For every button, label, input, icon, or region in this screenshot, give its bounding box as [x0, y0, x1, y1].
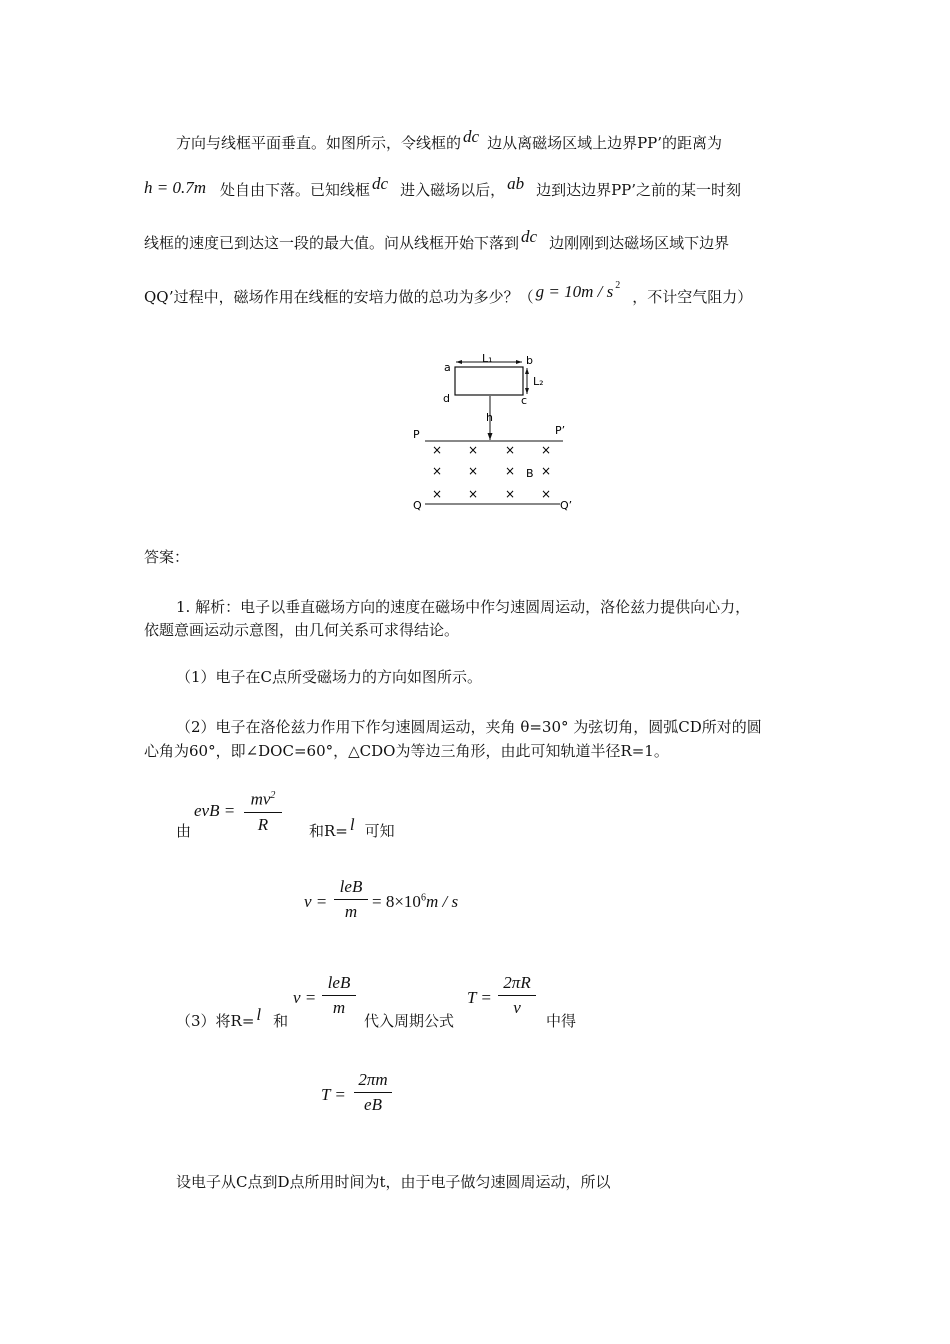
label-Q: Q: [413, 499, 422, 512]
var-dc: dc: [372, 174, 389, 193]
problem-line-3: [144, 227, 730, 253]
answer-heading: 答案：: [144, 548, 190, 566]
part3-v-num: leB: [327, 973, 351, 992]
part3-v-lhs: v =: [293, 988, 317, 1007]
var-l: l: [256, 1005, 262, 1024]
label-h: h: [486, 411, 493, 424]
label-c: c: [521, 394, 528, 407]
part3-T-den: v: [513, 998, 521, 1017]
part3-T-lhs: T =: [467, 988, 492, 1007]
part3-text-end: 中得: [546, 1012, 577, 1030]
eq1-num: [244, 785, 282, 811]
cross: ×: [432, 464, 443, 478]
item1-line1: 1. 解析：电子以垂直磁场方向的速度在磁场中作匀速圆周运动，洛伦兹力提供向心力，: [176, 598, 751, 616]
eq2-lhs: v =: [304, 892, 328, 911]
label-B: B: [526, 467, 534, 480]
label-L2: L₂: [533, 375, 544, 388]
cross: ×: [505, 487, 516, 501]
part3-v-fraction: [322, 972, 356, 1019]
part3-prefix: [176, 1005, 289, 1031]
cross: ×: [468, 464, 479, 478]
cross: ×: [505, 443, 516, 457]
cross: ×: [468, 487, 479, 501]
eq2-num: leB: [339, 877, 363, 896]
text: 边刚刚到达磁场区域下边界: [549, 234, 730, 252]
eq3-fraction: [354, 1069, 392, 1116]
label-L1: L₁: [482, 352, 493, 365]
last-line: 设电子从C点到D点所用时间为t，由于电子做匀速圆周运动，所以: [176, 1173, 611, 1191]
text: 处自由下落。已知线框: [220, 181, 371, 199]
label-b: b: [526, 354, 533, 367]
var-ab: ab: [507, 174, 525, 193]
var-dc: dc: [463, 127, 480, 146]
text: QQ’过程中，磁场作用在线框的安培力做的总功为多少？（: [144, 288, 534, 306]
eq2-rhs-exp: 6: [420, 892, 426, 904]
magnetic-field-figure: [400, 345, 600, 520]
text: 进入磁场以后，: [400, 181, 506, 199]
text: 可知: [364, 822, 395, 840]
cross: ×: [432, 443, 443, 457]
label-Q-prime: Q’: [560, 499, 573, 512]
eq2-rhs: [372, 892, 458, 912]
eq2-fraction: [334, 876, 368, 923]
part3-T-fraction: [498, 972, 536, 1019]
text: 和: [273, 1012, 289, 1030]
part3-v-den: m: [332, 998, 346, 1017]
eq1-num-exp: 2: [270, 790, 276, 801]
eq1-lhs: evB =: [194, 801, 236, 820]
part2-line1: （2）电子在洛伦兹力作用下作匀速圆周运动，夹角 θ=30° 为弦切角，圆弧CD所对的圆: [176, 718, 762, 736]
eq1-den: R: [257, 814, 269, 834]
cross: ×: [541, 487, 552, 501]
text: 方向与线框平面垂直。如图所示，令线框的: [176, 134, 462, 152]
cross: ×: [541, 443, 552, 457]
cross: ×: [541, 464, 552, 478]
part1: （1）电子在C点所受磁场力的方向如图所示。: [176, 668, 483, 686]
item1-line2: 依题意画运动示意图，由几何关系可求得结论。: [144, 621, 460, 639]
eq1-text: [309, 815, 395, 841]
eq2-rhs-unit: m / s: [425, 892, 459, 911]
eq-h: h = 0.7m: [144, 178, 206, 197]
text: （3）将R=: [176, 1012, 255, 1030]
label-P: P: [413, 428, 420, 441]
problem-line-4: [144, 280, 753, 307]
label-P-prime: P’: [555, 424, 566, 437]
part2-line2: 心角为60°，即∠DOC=60°，△CDO为等边三角形，由此可知轨道半径R=1。: [144, 742, 669, 760]
text: 线框的速度已到达这一段的最大值。问从线框开始下落到: [144, 234, 520, 252]
eq-g-exp: 2: [615, 280, 621, 291]
label-d: d: [443, 392, 450, 405]
problem-line-1: [176, 127, 723, 153]
cross: ×: [505, 464, 516, 478]
text: 边到达边界PP’之前的某一时刻: [536, 181, 742, 199]
problem-line-2: [144, 174, 742, 200]
wire-frame: [455, 367, 523, 395]
label-a: a: [444, 361, 451, 374]
text: 边从离磁场区域上边界PP’的距离为: [487, 134, 723, 152]
text: 和R=: [309, 822, 348, 840]
var-l: l: [349, 815, 355, 834]
part3-T-num: 2πR: [503, 973, 531, 992]
eq1-prefix: 由: [176, 822, 192, 840]
eq2-rhs-text: = 8×10: [372, 892, 421, 911]
eq2-den: m: [344, 902, 358, 921]
part3-text-mid: 代入周期公式: [364, 1012, 455, 1030]
eq3-lhs: T =: [321, 1085, 346, 1104]
cross: ×: [468, 443, 479, 457]
var-dc: dc: [521, 227, 538, 246]
text: ，不计空气阻力）: [632, 288, 753, 306]
eq1-fraction: [244, 785, 282, 836]
eq3-num: 2πm: [358, 1070, 388, 1089]
eq3-den: eB: [364, 1095, 382, 1114]
eq1-num-text: mv: [250, 789, 271, 809]
eq-g: g = 10m / s: [535, 282, 614, 301]
cross: ×: [432, 487, 443, 501]
